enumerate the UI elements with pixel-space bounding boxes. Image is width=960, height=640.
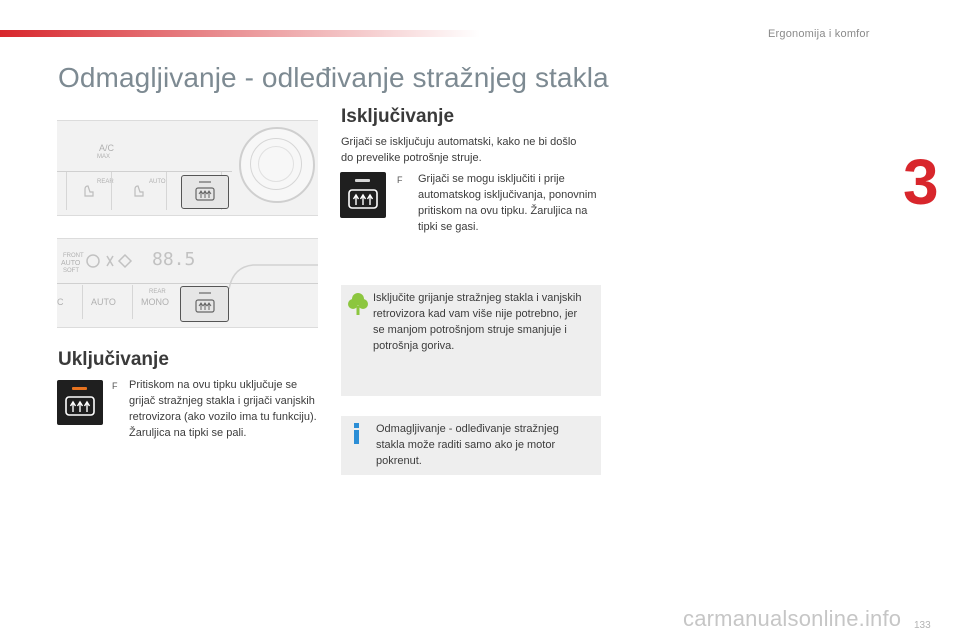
temperature-display: 88.5 — [152, 249, 196, 270]
temperature-knob — [239, 127, 315, 203]
led-indicator — [199, 181, 211, 183]
bullet-marker: F — [397, 175, 403, 185]
watermark: carmanualsonline.info — [683, 606, 902, 631]
seat-heat-left-icon — [67, 172, 112, 210]
key-divider — [82, 285, 83, 319]
panel-contour — [229, 259, 318, 289]
panel-label-front: FRONT — [63, 253, 84, 259]
header-accent-bar — [0, 30, 480, 37]
panel-label-rear-small: REAR — [149, 289, 166, 295]
switch-on-text: Pritiskom na ovu tipku uključuje se grijač stražnjeg stakla i grijači vanjskih retrovizora (ako vozilo ima tu funkciju). Žaruljica na tipki se pali. — [129, 379, 317, 439]
tree-icon — [347, 291, 369, 317]
defrost-button-off-icon — [340, 172, 386, 218]
section-title: Ergonomija i komfor — [768, 28, 870, 40]
rear-defrost-icon — [65, 396, 95, 416]
info-icon — [351, 423, 363, 445]
eco-tip-box — [341, 285, 601, 396]
panel-label-rear: REAR — [97, 179, 114, 185]
led-indicator — [199, 292, 211, 294]
eco-tip-text: Isključite grijanje stražnjeg stakla i vanjskih retrovizora kad vam više nije potrebno, jer se manjom potrošnjom struje smanjuje i potrošnja goriva. — [373, 292, 582, 352]
panel-label-soft: SOFT — [63, 268, 79, 274]
info-note-text: Odmagljivanje - odleđivanje stražnjeg stakla može raditi samo ako je motor pokrenut. — [376, 423, 559, 467]
panel-label-auto: AUTO — [149, 179, 166, 185]
key-divider — [132, 285, 133, 319]
rear-defrost-button-highlight-bottom — [180, 286, 229, 322]
panel-key — [57, 172, 67, 210]
seat-heat-right-icon — [112, 172, 167, 210]
info-note-box — [341, 416, 601, 475]
knob-center — [258, 146, 294, 182]
defrost-button-on-icon — [57, 380, 103, 425]
rear-defrost-icon — [195, 187, 215, 201]
rear-defrost-icon — [348, 189, 378, 209]
panel-label-max: MAX — [97, 154, 111, 160]
chapter-number: 3 — [903, 146, 939, 218]
led-off-indicator — [355, 179, 370, 182]
rear-defrost-button-highlight-top — [181, 175, 229, 209]
led-on-indicator — [72, 387, 87, 390]
fan-mode-icons — [85, 252, 139, 270]
rear-defrost-icon — [195, 299, 215, 313]
panel-label-auto-small: AUTO — [61, 260, 81, 267]
panel-label-c: C — [57, 297, 64, 307]
climate-panel-illustration-top — [57, 120, 318, 216]
panel-label-mono: MONO — [141, 297, 169, 307]
panel-label-auto-btn: AUTO — [91, 297, 116, 307]
switch-off-heading: Isključivanje — [341, 106, 455, 127]
page-number: 133 — [914, 620, 931, 631]
page-title: Odmagljivanje - odleđivanje stražnjeg stakla — [58, 62, 609, 93]
switch-off-intro: Grijači se isključuju automatski, kako ne bi došlo do prevelike potrošnje struje. — [341, 136, 577, 164]
panel-label-ac: A/C — [99, 143, 115, 153]
bullet-marker: F — [112, 381, 118, 391]
switch-on-heading: Uključivanje — [58, 349, 169, 370]
climate-panel-illustration-bottom — [57, 238, 318, 328]
switch-off-text: Grijači se mogu isključiti i prije automatskog isključivanja, ponovnim pritiskom na ovu tipku. Žaruljica na tipki se gasi. — [418, 173, 597, 233]
